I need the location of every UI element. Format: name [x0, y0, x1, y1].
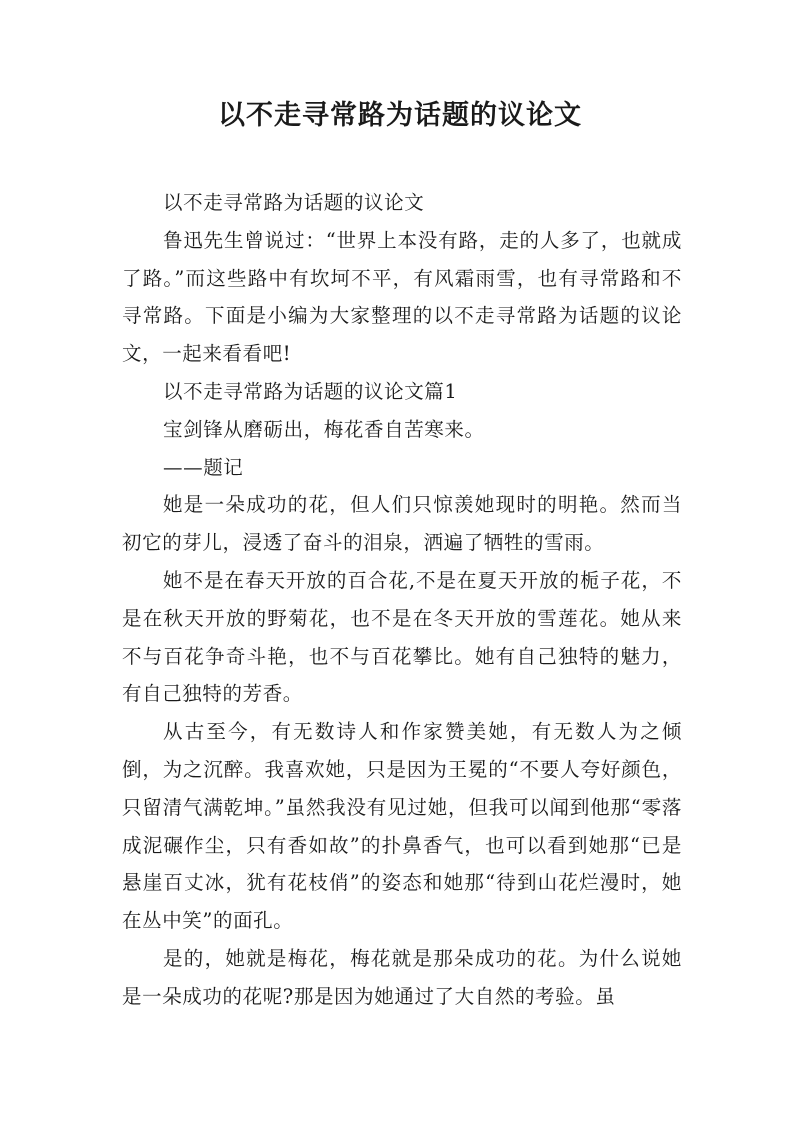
paragraph-body: 她是一朵成功的花，但人们只惊羡她现时的明艳。然而当初它的芽儿，浸透了奋斗的泪泉，洒遍了牺牲的雪雨。: [122, 493, 682, 555]
paragraph-body: 是的，她就是梅花，梅花就是那朵成功的花。为什么说她是一朵成功的花呢?那是因为她通过了大自然的考验。虽: [122, 946, 682, 1008]
paragraph-body: 从古至今，有无数诗人和作家赞美她，有无数人为之倾倒，为之沉醉。我喜欢她，只是因为王冕的“不要人夸好颜色，只留清气满乾坤。”虽然我没有见过她，但我可以闻到他那“零落成泥碾作尘，只有香如故”的扑鼻香气，也可以看到她那“已是悬崖百丈冰，犹有花枝俏”的姿态和她那“待到山花烂漫时，她在丛中笑”的面孔。: [122, 720, 682, 933]
paragraph-subtitle: 以不走寻常路为话题的议论文: [163, 191, 425, 214]
paragraph-intro: 鲁迅先生曾说过：“世界上本没有路，走的人多了，也就成了路。”而这些路中有坎坷不平，有风霜雨雪，也有寻常路和不寻常路。下面是小编为大家整理的以不走寻常路为话题的议论文，一起来看看吧!: [122, 228, 682, 366]
paragraph-epigraph-attribution: ——题记: [163, 455, 244, 479]
document-body: [122, 184, 682, 1016]
paragraph-body: 她不是在春天开放的百合花,不是在夏天开放的栀子花，不是在秋天开放的野菊花，也不是在冬天开放的雪莲花。她从来不与百花争奇斗艳，也不与百花攀比。她有自己独特的魅力，有自己独特的芳香。: [122, 568, 682, 706]
document-title: 以不走寻常路为话题的议论文: [218, 100, 582, 131]
paragraph-section-heading: 以不走寻常路为话题的议论文篇1: [163, 379, 458, 403]
paragraph-epigraph: 宝剑锋从磨砺出，梅花香自苦寒来。: [163, 417, 485, 441]
